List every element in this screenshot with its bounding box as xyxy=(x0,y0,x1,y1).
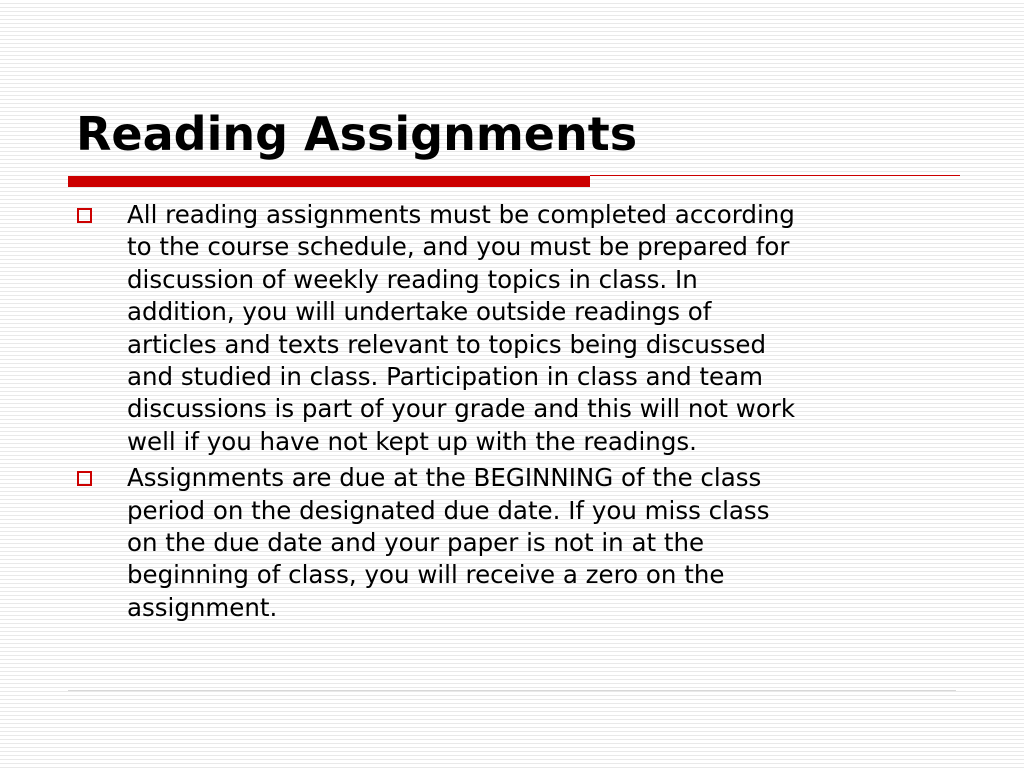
footer-divider xyxy=(68,690,956,691)
hollow-square-bullet-icon xyxy=(77,208,92,223)
bullet-text-due-dates: Assignments are due at the BEGINNING of the class period on the designated due date. If you miss class on the due date and your paper is not in at the beginning of class, you will receive a zero on the assignment. xyxy=(127,463,770,622)
hollow-square-bullet-icon xyxy=(77,471,92,486)
bullet-list xyxy=(76,199,958,628)
slide-title: Reading Assignments xyxy=(76,107,638,161)
title-underline-thick xyxy=(68,176,590,187)
title-underline-thin xyxy=(590,175,960,176)
bullet-item-due-dates xyxy=(76,462,958,624)
bullet-item-reading xyxy=(76,199,958,458)
bullet-text-reading: All reading assignments must be completed according to the course schedule, and you must be prepared for discussion of weekly reading topics in class. In addition, you will undertake outside readings of articles and texts relevant to topics being discussed and studied in class. Participation in class and team discussions is part of your grade and this will not work well if you have not kept up with the readings. xyxy=(127,200,796,456)
